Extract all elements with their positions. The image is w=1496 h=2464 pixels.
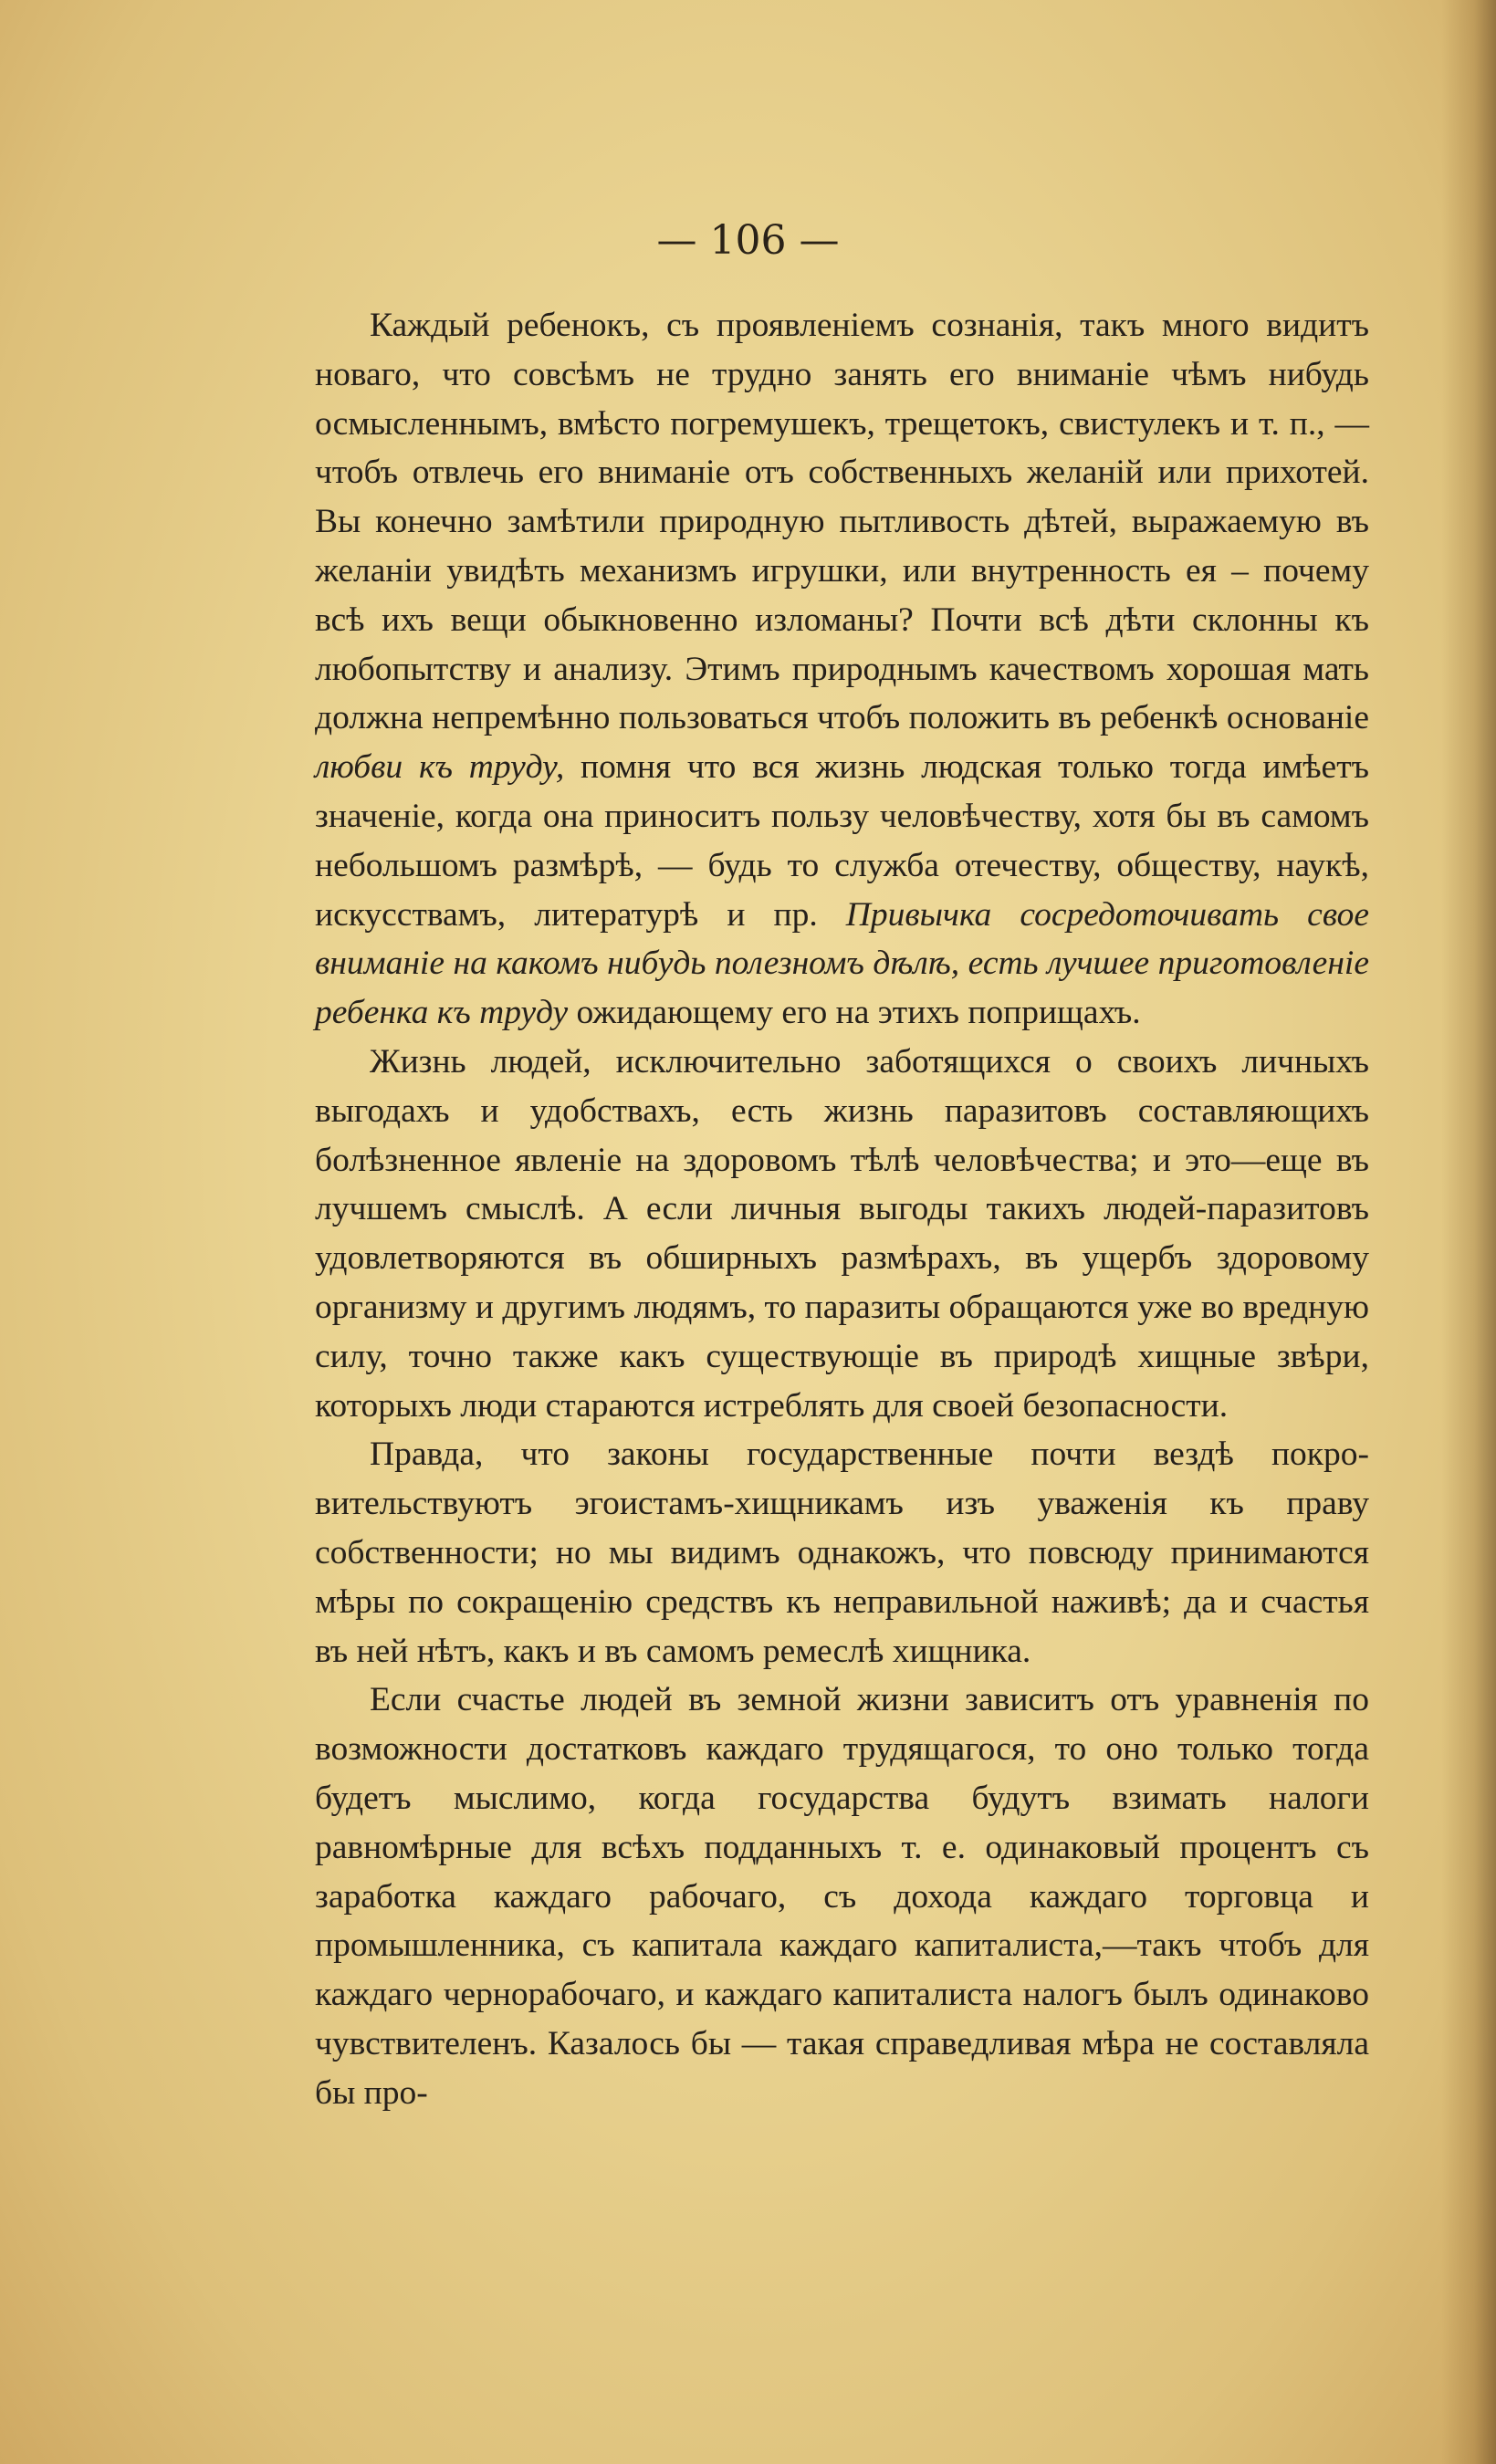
page-edge-shadow bbox=[1441, 0, 1496, 2464]
text-run: Каждый ребенокъ, съ проявленіемъ сознанія, такъ много видитъ новаго, что совсѣмъ не трудно занять его вниманіе чѣмъ нибудь осмысленнымъ, вмѣсто погремушекъ, трещетокъ, свистулекъ и т. п., — чтобъ отвлечь его вниманіе отъ собственныхъ желаній или прихотей. Вы конечно замѣтили природную пытливость дѣтей, выражаемую въ желаніи увидѣть механизмъ игрушки, или внутренность ея – почему всѣ ихъ вещи обыкновенно изломаны? Почти всѣ дѣти склонны къ любопытству и анализу. Этимъ природнымъ качествомъ хорошая мать должна непремѣнно пользоваться чтобъ положить въ ребенкѣ основаніе bbox=[315, 307, 1369, 737]
body-text bbox=[315, 301, 1369, 2117]
text-run: помня что вся жизнь людская только тогда имѣетъ значеніе, когда она приноситъ пользу человѣчеству, хотя бы въ самомъ небольшомъ размѣрѣ, — будь то служба отечеству, обществу, наукѣ, искусствамъ, литературѣ и пр. bbox=[315, 748, 1369, 934]
text-run: Если счастье людей въ земной жизни зависитъ отъ уравненія по возможности достатковъ каждаго трудящагося, то оно только тогда будетъ мыслимо, когда государства будутъ взимать налоги равномѣрные для всѣхъ подданныхъ т. е. одинаковый процентъ съ заработка каждаго рабочаго, съ дохода каждаго торговца и промышленника, съ капитала каждаго капиталиста,—такъ чтобъ для каждаго чернорабочаго, и каждаго капиталиста налогъ былъ одинаково чувствителенъ. Казалось бы — такая справедливая мѣра не составляла бы про- bbox=[315, 1681, 1369, 2112]
italic-run: Привычка сосредоточивать свое вниманіе на какомъ нибудь полезномъ дѣлѣ, есть лучшее приготовленіе ребенка къ труду bbox=[315, 895, 1370, 1032]
italic-run: любви къ труду, bbox=[315, 748, 565, 787]
page-number: — 106 — bbox=[656, 217, 840, 264]
text-run: Правда, что законы государственные почти вездѣ покровительствуютъ эгоистамъ-хищникамъ изъ уваженія къ праву собственности; но мы видимъ однакожъ, что повсюду принимаются мѣры по сокращенію средствъ къ неправильной наживѣ; да и счастья въ ней нѣтъ, какъ и въ самомъ ремеслѣ хищника. bbox=[315, 1436, 1369, 1670]
paragraph-3 bbox=[315, 1430, 1369, 1676]
text-run: ожидающему его на этихъ поприщахъ. bbox=[568, 994, 1141, 1032]
paragraph-1 bbox=[315, 301, 1369, 1038]
text-run: Жизнь людей, исключительно заботящихся о своихъ личныхъ выгодахъ и удобствахъ, есть жизнь паразитовъ составляющихъ болѣзненное явленіе на здоровомъ тѣлѣ человѣчества; и это—еще въ лучшемъ смыслѣ. А если личныя выгоды такихъ людей-паразитовъ удовлетворяются въ обширныхъ размѣрахъ, въ ущербъ здоровому организму и другимъ людямъ, то паразиты обращаются уже во вредную силу, точно также какъ существующіе въ природѣ хищные звѣри, которыхъ люди стараются истреблять для своей безопасности. bbox=[315, 1042, 1369, 1425]
paragraph-2 bbox=[315, 1038, 1369, 1430]
paragraph-4 bbox=[315, 1676, 1369, 2117]
